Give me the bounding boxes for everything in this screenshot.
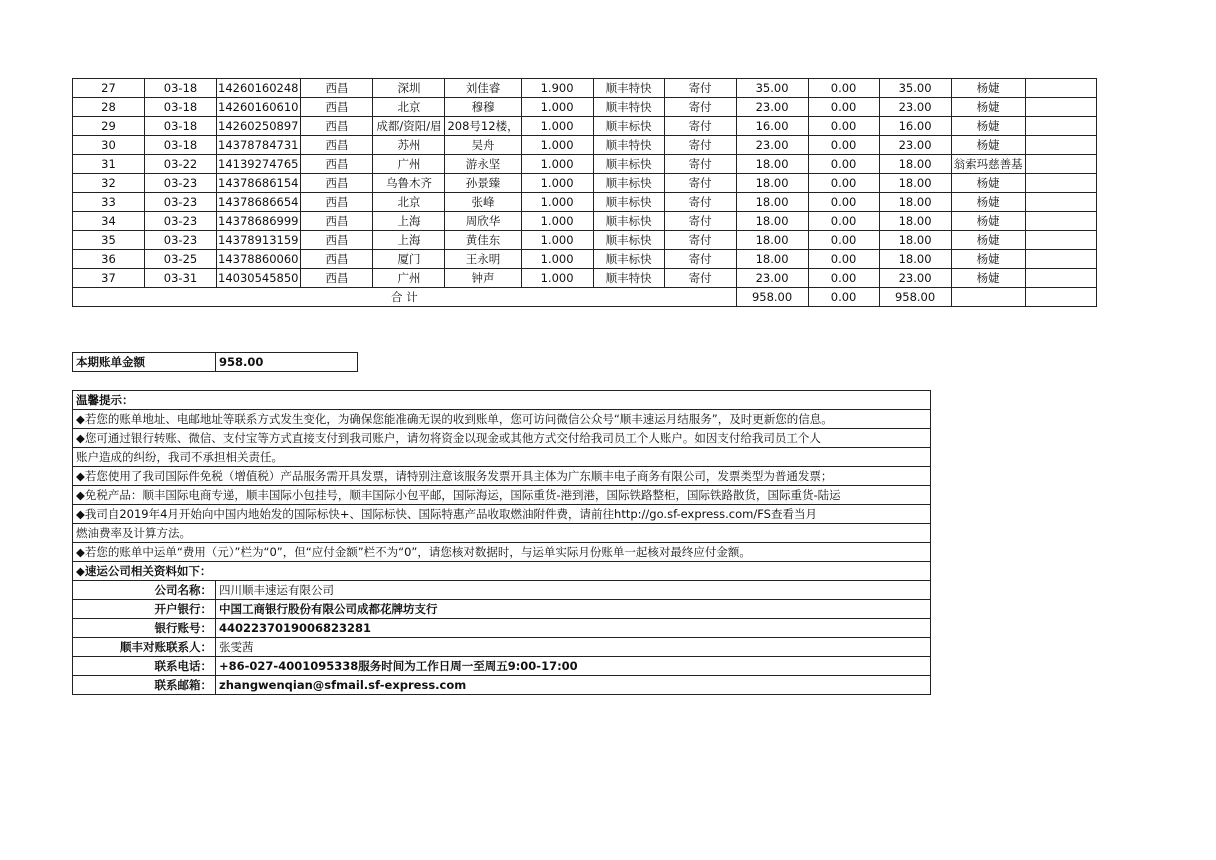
- cell-payable: 35.00: [879, 79, 951, 98]
- cell-date: 03-23: [145, 174, 217, 193]
- cell-recipient: 张峰: [445, 193, 521, 212]
- table-row: [73, 250, 1097, 269]
- cell-fee: 23.00: [736, 269, 808, 288]
- cell-date: 03-22: [145, 155, 217, 174]
- cell-sender: 杨婕: [951, 193, 1025, 212]
- contact-label: 顺丰对账联系人：: [73, 638, 216, 657]
- cell-date: 03-23: [145, 212, 217, 231]
- cell-product: 顺丰特快: [593, 79, 664, 98]
- cell-date: 03-18: [145, 79, 217, 98]
- cell-remark: [1025, 136, 1096, 155]
- cell-payable: 18.00: [879, 250, 951, 269]
- cell-fee: 18.00: [736, 212, 808, 231]
- cell-remark: [1025, 98, 1096, 117]
- tip-line: ◆您可通过银行转账、微信、支付宝等方式直接支付到我司账户，请勿将资金以现金或其他方式交付给我司员工个人账户。如因支付给我司员工个人: [73, 429, 931, 448]
- cell-no: 28: [73, 98, 145, 117]
- cell-origin: 西昌: [301, 212, 373, 231]
- cell-no: 32: [73, 174, 145, 193]
- cell-no: 31: [73, 155, 145, 174]
- cell-fee: 18.00: [736, 174, 808, 193]
- cell-destination: 苏州: [373, 136, 445, 155]
- cell-waybill: 14378860060: [217, 250, 301, 269]
- cell-origin: 西昌: [301, 117, 373, 136]
- cell-payable: 18.00: [879, 193, 951, 212]
- contact-name: 张雯茜: [216, 638, 931, 657]
- total-fee: 958.00: [736, 288, 808, 307]
- cell-product: 顺丰标快: [593, 174, 664, 193]
- cell-destination: 上海: [373, 231, 445, 250]
- cell-waybill: 14260160248: [217, 79, 301, 98]
- cell-discount: 0.00: [808, 174, 879, 193]
- cell-weight: 1.000: [521, 231, 593, 250]
- cell-no: 35: [73, 231, 145, 250]
- cell-no: 34: [73, 212, 145, 231]
- cell-discount: 0.00: [808, 98, 879, 117]
- cell-product: 顺丰特快: [593, 136, 664, 155]
- cell-discount: 0.00: [808, 117, 879, 136]
- cell-discount: 0.00: [808, 136, 879, 155]
- cell-discount: 0.00: [808, 79, 879, 98]
- tip-line: 账户造成的纠纷，我司不承担相关责任。: [73, 448, 931, 467]
- bill-amount-box: [72, 352, 358, 372]
- cell-waybill: 14378913159: [217, 231, 301, 250]
- cell-payment: 寄付: [664, 79, 736, 98]
- cell-fee: 18.00: [736, 193, 808, 212]
- cell-remark: [1025, 231, 1096, 250]
- table-row: [73, 269, 1097, 288]
- cell-recipient: 周欣华: [445, 212, 521, 231]
- cell-recipient: 王永明: [445, 250, 521, 269]
- cell-origin: 西昌: [301, 98, 373, 117]
- total-blank-1: [951, 288, 1025, 307]
- cell-weight: 1.000: [521, 269, 593, 288]
- cell-remark: [1025, 117, 1096, 136]
- email-label: 联系邮箱：: [73, 676, 216, 695]
- cell-fee: 35.00: [736, 79, 808, 98]
- table-row: [73, 98, 1097, 117]
- cell-fee: 16.00: [736, 117, 808, 136]
- cell-sender: 杨婕: [951, 136, 1025, 155]
- cell-destination: 成都/资阳/眉: [373, 117, 445, 136]
- cell-payable: 18.00: [879, 231, 951, 250]
- cell-origin: 西昌: [301, 250, 373, 269]
- cell-payment: 寄付: [664, 212, 736, 231]
- cell-product: 顺丰标快: [593, 250, 664, 269]
- cell-weight: 1.000: [521, 136, 593, 155]
- cell-payable: 23.00: [879, 269, 951, 288]
- cell-recipient: 208号12楼，: [445, 117, 521, 136]
- bank-name: 中国工商银行股份有限公司成都花牌坊支行: [216, 600, 931, 619]
- cell-discount: 0.00: [808, 212, 879, 231]
- cell-weight: 1.000: [521, 155, 593, 174]
- cell-no: 27: [73, 79, 145, 98]
- cell-waybill: 14139274765: [217, 155, 301, 174]
- cell-destination: 广州: [373, 269, 445, 288]
- cell-sender: 杨婕: [951, 231, 1025, 250]
- cell-date: 03-18: [145, 136, 217, 155]
- table-row: [73, 231, 1097, 250]
- bank-label: 开户银行：: [73, 600, 216, 619]
- cell-waybill: 14260160610: [217, 98, 301, 117]
- cell-no: 33: [73, 193, 145, 212]
- bill-amount-value: 958.00: [216, 353, 358, 372]
- tips-table: [72, 390, 931, 695]
- cell-destination: 厦门: [373, 250, 445, 269]
- cell-recipient: 刘佳睿: [445, 79, 521, 98]
- cell-destination: 北京: [373, 98, 445, 117]
- cell-fee: 23.00: [736, 98, 808, 117]
- cell-product: 顺丰特快: [593, 98, 664, 117]
- cell-fee: 18.00: [736, 155, 808, 174]
- cell-payment: 寄付: [664, 136, 736, 155]
- cell-product: 顺丰标快: [593, 155, 664, 174]
- cell-payable: 18.00: [879, 174, 951, 193]
- cell-no: 37: [73, 269, 145, 288]
- cell-fee: 18.00: [736, 250, 808, 269]
- cell-remark: [1025, 79, 1096, 98]
- company-name-label: 公司名称：: [73, 581, 216, 600]
- cell-remark: [1025, 250, 1096, 269]
- cell-destination: 广州: [373, 155, 445, 174]
- shipment-table: [72, 78, 1097, 307]
- contact-email: zhangwenqian@sfmail.sf-express.com: [216, 676, 931, 695]
- total-row: [73, 288, 1097, 307]
- cell-payable: 18.00: [879, 212, 951, 231]
- cell-sender: 杨婕: [951, 212, 1025, 231]
- tip-line: ◆若您的账单中运单“费用（元）”栏为“0”，但“应付金额”栏不为“0”，请您核对数据时，与运单实际月份账单一起核对最终应付金额。: [73, 543, 931, 562]
- cell-product: 顺丰标快: [593, 193, 664, 212]
- cell-date: 03-25: [145, 250, 217, 269]
- cell-payment: 寄付: [664, 269, 736, 288]
- cell-waybill: 14378686999: [217, 212, 301, 231]
- cell-fee: 18.00: [736, 231, 808, 250]
- cell-waybill: 14378784731: [217, 136, 301, 155]
- cell-payable: 16.00: [879, 117, 951, 136]
- cell-recipient: 黄佳东: [445, 231, 521, 250]
- cell-discount: 0.00: [808, 250, 879, 269]
- cell-product: 顺丰标快: [593, 212, 664, 231]
- cell-weight: 1.000: [521, 117, 593, 136]
- cell-origin: 西昌: [301, 155, 373, 174]
- tip-line: ◆若您的账单地址、电邮地址等联系方式发生变化，为确保您能准确无误的收到账单，您可访问微信公众号“顺丰速运月结服务”，及时更新您的信息。: [73, 410, 931, 429]
- cell-origin: 西昌: [301, 193, 373, 212]
- cell-payment: 寄付: [664, 117, 736, 136]
- cell-weight: 1.000: [521, 98, 593, 117]
- tip-line: ◆若您使用了我司国际件免税（增值税）产品服务需开具发票，请特别注意该服务发票开具主体为广东顺丰电子商务有限公司，发票类型为普通发票；: [73, 467, 931, 486]
- cell-no: 29: [73, 117, 145, 136]
- cell-date: 03-23: [145, 193, 217, 212]
- cell-recipient: 孙景臻: [445, 174, 521, 193]
- cell-payment: 寄付: [664, 98, 736, 117]
- cell-waybill: 14378686154: [217, 174, 301, 193]
- cell-origin: 西昌: [301, 79, 373, 98]
- cell-recipient: 吴舟: [445, 136, 521, 155]
- table-row: [73, 193, 1097, 212]
- cell-discount: 0.00: [808, 193, 879, 212]
- cell-payable: 23.00: [879, 98, 951, 117]
- cell-remark: [1025, 174, 1096, 193]
- cell-destination: 乌鲁木齐: [373, 174, 445, 193]
- cell-sender: 翁索玛慈善基: [951, 155, 1025, 174]
- cell-date: 03-18: [145, 98, 217, 117]
- cell-destination: 上海: [373, 212, 445, 231]
- cell-origin: 西昌: [301, 136, 373, 155]
- cell-weight: 1.000: [521, 250, 593, 269]
- account-label: 银行账号：: [73, 619, 216, 638]
- cell-weight: 1.900: [521, 79, 593, 98]
- cell-sender: 杨婕: [951, 98, 1025, 117]
- company-info-heading: ◆速运公司相关资料如下：: [73, 562, 931, 581]
- cell-payable: 18.00: [879, 155, 951, 174]
- cell-payable: 23.00: [879, 136, 951, 155]
- cell-remark: [1025, 193, 1096, 212]
- cell-origin: 西昌: [301, 231, 373, 250]
- table-row: [73, 212, 1097, 231]
- table-row: [73, 174, 1097, 193]
- table-row: [73, 155, 1097, 174]
- cell-sender: 杨婕: [951, 117, 1025, 136]
- total-blank-2: [1025, 288, 1096, 307]
- cell-waybill: 14030545850: [217, 269, 301, 288]
- total-label: 合 计: [73, 288, 737, 307]
- cell-no: 30: [73, 136, 145, 155]
- cell-product: 顺丰标快: [593, 231, 664, 250]
- cell-fee: 23.00: [736, 136, 808, 155]
- cell-recipient: 游永坚: [445, 155, 521, 174]
- cell-weight: 1.000: [521, 174, 593, 193]
- cell-date: 03-18: [145, 117, 217, 136]
- cell-payment: 寄付: [664, 174, 736, 193]
- tip-line: ◆免税产品：顺丰国际电商专递，顺丰国际小包挂号，顺丰国际小包平邮，国际海运，国际重货-港到港，国际铁路整柜，国际铁路散货，国际重货-陆运: [73, 486, 931, 505]
- cell-destination: 深圳: [373, 79, 445, 98]
- table-row: [73, 117, 1097, 136]
- tips-title: 温馨提示：: [73, 391, 931, 410]
- cell-date: 03-31: [145, 269, 217, 288]
- cell-discount: 0.00: [808, 231, 879, 250]
- cell-waybill: 14260250897: [217, 117, 301, 136]
- cell-sender: 杨婕: [951, 269, 1025, 288]
- cell-payment: 寄付: [664, 250, 736, 269]
- cell-remark: [1025, 155, 1096, 174]
- tip-line: 燃油费率及计算方法。: [73, 524, 931, 543]
- cell-recipient: 钟声: [445, 269, 521, 288]
- cell-payment: 寄付: [664, 231, 736, 250]
- table-row: [73, 79, 1097, 98]
- bank-account: 4402237019006823281: [216, 619, 931, 638]
- cell-weight: 1.000: [521, 193, 593, 212]
- cell-destination: 北京: [373, 193, 445, 212]
- contact-phone: +86-027-4001095338服务时间为工作日周一至周五9:00-17:00: [216, 657, 931, 676]
- shipment-rows: [73, 79, 1097, 288]
- cell-remark: [1025, 212, 1096, 231]
- cell-payment: 寄付: [664, 193, 736, 212]
- cell-waybill: 14378686654: [217, 193, 301, 212]
- cell-discount: 0.00: [808, 155, 879, 174]
- cell-sender: 杨婕: [951, 250, 1025, 269]
- total-payable: 958.00: [879, 288, 951, 307]
- cell-date: 03-23: [145, 231, 217, 250]
- cell-remark: [1025, 269, 1096, 288]
- cell-no: 36: [73, 250, 145, 269]
- cell-recipient: 穆穆: [445, 98, 521, 117]
- bill-amount-label: 本期账单金额: [73, 353, 216, 372]
- company-name: 四川顺丰速运有限公司: [216, 581, 931, 600]
- cell-product: 顺丰特快: [593, 269, 664, 288]
- cell-weight: 1.000: [521, 212, 593, 231]
- table-row: [73, 136, 1097, 155]
- cell-sender: 杨婕: [951, 174, 1025, 193]
- cell-product: 顺丰标快: [593, 117, 664, 136]
- tip-line: ◆我司自2019年4月开始向中国内地始发的国际标快+、国际标快、国际特惠产品收取燃油附件费，请前往http://go.sf-express.com/FS查看当月: [73, 505, 931, 524]
- cell-origin: 西昌: [301, 174, 373, 193]
- total-discount: 0.00: [808, 288, 879, 307]
- cell-payment: 寄付: [664, 155, 736, 174]
- phone-label: 联系电话：: [73, 657, 216, 676]
- cell-origin: 西昌: [301, 269, 373, 288]
- cell-sender: 杨婕: [951, 79, 1025, 98]
- cell-discount: 0.00: [808, 269, 879, 288]
